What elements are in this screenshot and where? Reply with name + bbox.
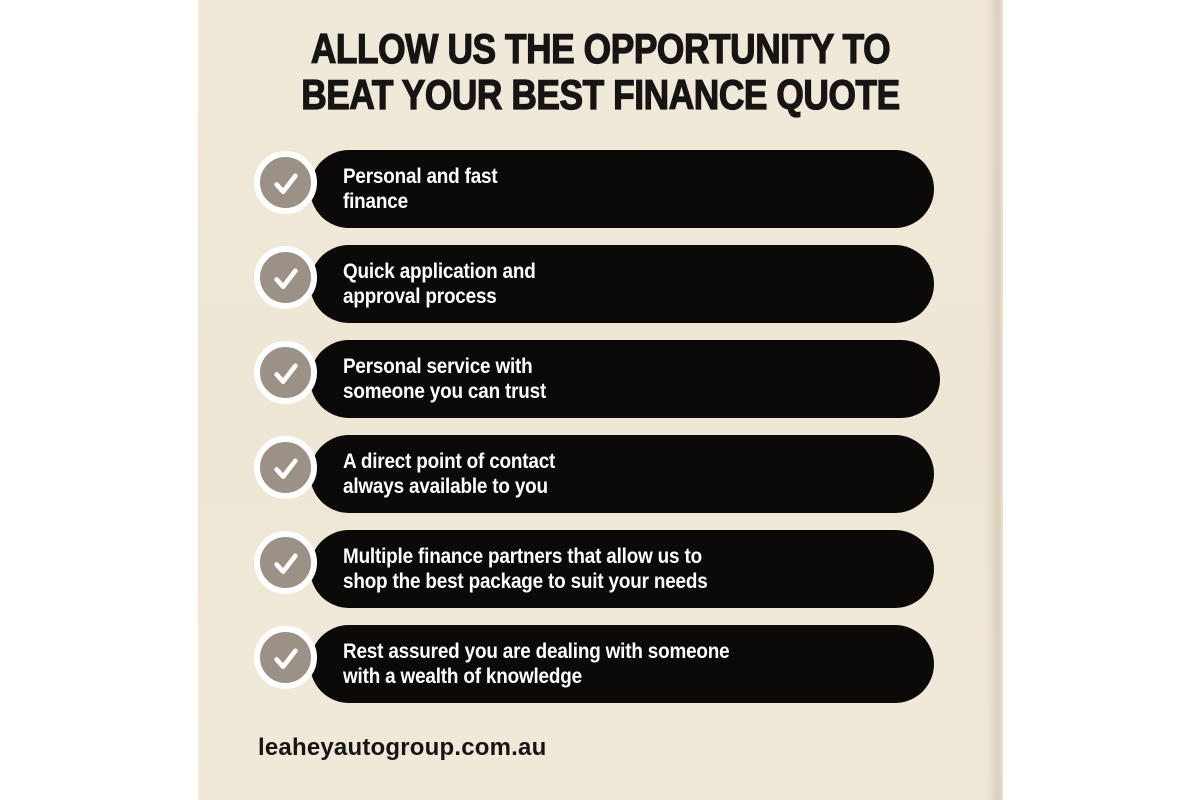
benefit-pill: [310, 340, 940, 418]
flyer-panel: [198, 0, 1003, 800]
benefit-line: always available to you: [343, 475, 548, 498]
benefit-line: approval process: [343, 285, 497, 308]
benefit-pill: [310, 150, 934, 228]
benefit-line: A direct point of contact: [343, 450, 556, 473]
benefit-line: someone you can trust: [343, 380, 547, 403]
check-badge: [254, 341, 317, 404]
check-badge: [254, 626, 317, 689]
benefit-pill: [310, 625, 934, 703]
benefit-line: shop the best package to suit your needs: [343, 570, 708, 593]
benefit-row-5: [198, 530, 1003, 608]
check-badge: [254, 151, 317, 214]
check-badge: [254, 436, 317, 499]
benefit-line: Personal service with: [343, 355, 533, 378]
benefit-line: Multiple finance partners that allow us to: [343, 545, 702, 568]
page-title: [198, 26, 1003, 118]
checkmark-icon: [268, 545, 304, 581]
benefit-pill: [310, 530, 934, 608]
benefit-line: Personal and fast: [343, 165, 498, 188]
benefit-text: [343, 245, 536, 323]
benefit-row-3: [198, 340, 1003, 418]
benefit-row-4: [198, 435, 1003, 513]
checkmark-icon: [268, 355, 304, 391]
check-badge: [254, 531, 317, 594]
checkmark-icon: [268, 165, 304, 201]
checkmark-icon: [268, 640, 304, 676]
website-url: leaheyautogroup.com.au: [258, 734, 547, 761]
benefit-line: Rest assured you are dealing with someone: [343, 640, 730, 663]
checkmark-icon: [268, 450, 304, 486]
benefit-line: Quick application and: [343, 260, 536, 283]
benefit-row-1: [198, 150, 1003, 228]
benefit-line: with a wealth of knowledge: [343, 665, 582, 688]
benefit-line: finance: [343, 190, 408, 213]
benefit-text: [343, 150, 497, 228]
benefit-text: [343, 435, 555, 513]
benefit-text: [343, 625, 729, 703]
benefit-row-6: [198, 625, 1003, 703]
benefit-pill: [310, 435, 934, 513]
benefit-row-2: [198, 245, 1003, 323]
benefit-text: [343, 530, 708, 608]
title-line-2: BEAT YOUR BEST FINANCE QUOTE: [301, 71, 900, 118]
benefit-pill: [310, 245, 934, 323]
benefit-text: [343, 340, 546, 418]
check-badge: [254, 246, 317, 309]
title-line-1: ALLOW US THE OPPORTUNITY TO: [310, 25, 891, 72]
checkmark-icon: [268, 260, 304, 296]
